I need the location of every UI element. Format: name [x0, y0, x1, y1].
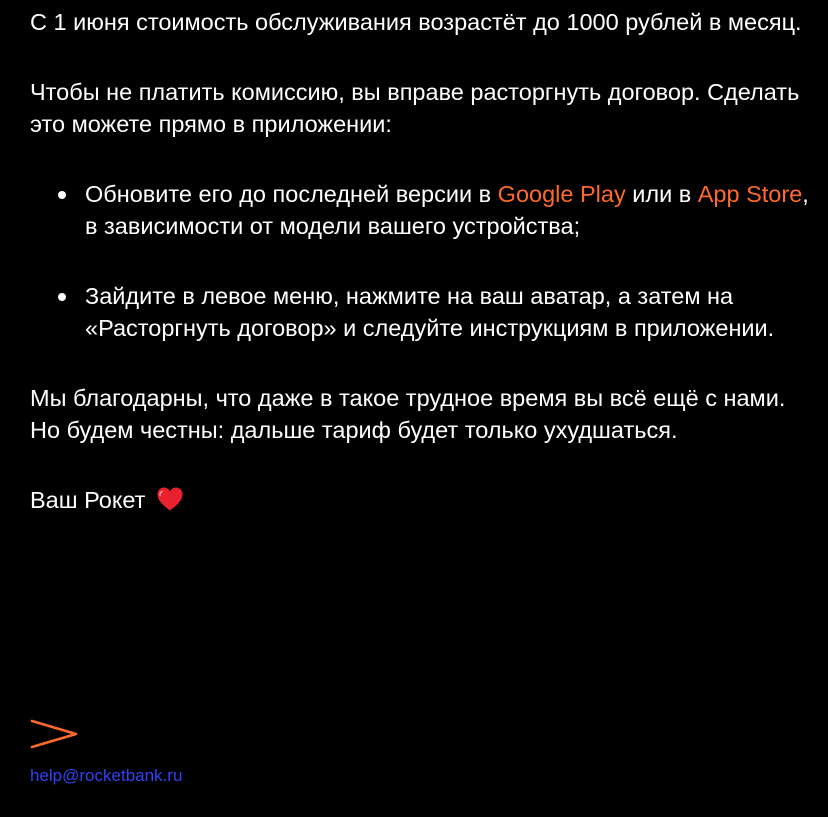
google-play-link[interactable]: Google Play — [497, 181, 626, 207]
rocket-chevron-logo-icon — [30, 718, 78, 750]
support-email-link[interactable]: help@rocketbank.ru — [30, 766, 183, 785]
heart-icon — [156, 486, 184, 512]
bullet-icon — [58, 293, 66, 301]
paragraph-gratitude: Мы благодарны, что даже в такое трудное время вы всё ещё с нами. Но будем честны: дальше тариф будет только ухудшаться. — [30, 385, 786, 443]
bullet-text-middle: или в — [625, 181, 698, 207]
message-body — [30, 6, 810, 554]
paragraph-price-increase: С 1 июня стоимость обслуживания возрастёт до 1000 рублей в месяц. — [30, 9, 802, 35]
signature-text: Ваш Рокет — [30, 487, 146, 513]
signature — [30, 484, 810, 516]
bullet-text: Зайдите в левое меню, нажмите на ваш аватар, а затем на «Расторгнуть договор» и следуйте инструкциям в приложении. — [85, 283, 775, 341]
app-store-link[interactable]: App Store — [697, 181, 803, 207]
paragraph-terminate-contract: Чтобы не платить комиссию, вы вправе расторгнуть договор. Сделать это можете прямо в приложении: — [30, 79, 800, 137]
bullet-icon — [58, 191, 66, 199]
bullet-text-after: , в зависимости от модели вашего устройства; — [85, 181, 809, 239]
list-item-update-app — [30, 178, 810, 242]
instructions-list — [30, 178, 810, 344]
bullet-text-before: Обновите его до последней версии в — [85, 181, 498, 207]
list-item-open-menu — [30, 280, 810, 344]
